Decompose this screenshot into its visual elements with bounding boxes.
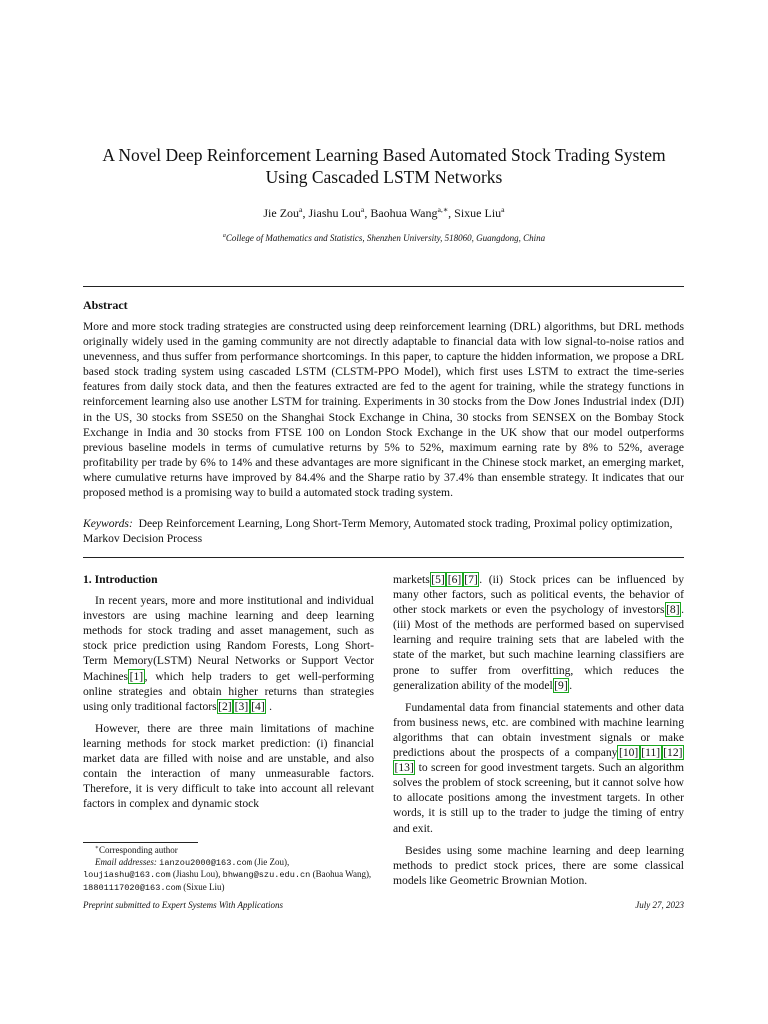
citation-link[interactable]: [3] — [234, 699, 249, 713]
intro-paragraph-1 — [83, 593, 374, 714]
paper-title — [60, 144, 708, 188]
keywords-text: Deep Reinforcement Learning, Long Short-Term Memory, Automated stock trading, Proximal policy optimization, Markov Decision Process — [83, 517, 673, 546]
text-run: . (ii) Stock prices can be influenced by many other factors, such as political events, the behavior of other stock markets or even the psychology of investors — [393, 573, 684, 617]
email-owner: (Jie Zou), — [252, 856, 290, 867]
footnote-star: ∗ — [95, 845, 99, 851]
text-run: , which help traders to get well-performing online strategies and obtain higher returns than strategies using only traditional factors — [83, 669, 374, 713]
email-link[interactable]: bhwang@szu.edu.cn — [222, 870, 311, 880]
footnote-rule — [83, 842, 198, 843]
email-owner: (Jiashu Lou), — [170, 869, 221, 879]
keywords — [83, 516, 684, 546]
affiliation — [0, 232, 768, 244]
citation-link[interactable]: [5] — [431, 573, 445, 586]
footnote-corresponding — [83, 845, 374, 857]
text-run: . — [266, 699, 273, 713]
title-line-2: Using Cascaded LSTM Networks — [265, 167, 503, 187]
email-link[interactable]: ianzou2000@163.com — [159, 857, 252, 868]
author-name: Sixue Liu — [454, 206, 502, 220]
email-owner: (Sixue Liu) — [181, 881, 225, 892]
text-run: to screen for good investment targets. Such an algorithm solves the problem of stock screening, but it cannot solve how to allocate positions among the investment targets. In other words, it is still up to the trader to judge the timing of entry and exit. — [393, 761, 684, 835]
author-sup: a — [360, 205, 365, 214]
intro-paragraph-4 — [393, 700, 684, 836]
text-run: Fundamental data from financial statements and other data from business news, etc. are combined with machine learning algorithms that can obtain investment signals or make predictions about the prospects of a company — [393, 700, 684, 760]
right-column — [393, 572, 684, 895]
affiliation-text: College of Mathematics and Statistics, Shenzhen University, 518060, Guangdong, China — [225, 233, 546, 243]
email-link[interactable]: loujiashu@163.com — [83, 870, 171, 880]
citation-link[interactable]: [1] — [129, 669, 144, 683]
intro-paragraph-5: Besides using some machine learning and deep learning methods to predict stock prices, there are some classical models like Geometric Brownian Motion. — [393, 843, 684, 887]
intro-paragraph-2: However, there are three main limitations of machine learning methods for stock market prediction: (i) financial market data are filled with noise and are unstable, and also contain the interaction of many unmeasurable factors. Therefore, it is very difficult to take into account all relevant factors in complex and dynamic stock — [83, 721, 374, 811]
author-name: Baohua Wang — [370, 206, 438, 220]
email-owner: (Baohua Wang), — [310, 869, 372, 879]
text-run: . — [569, 678, 573, 692]
citation-link[interactable]: [4] — [251, 699, 265, 713]
abstract-body: More and more stock trading strategies are constructed using deep reinforcement learning (DRL) algorithms, but DRL methods originally widely used in the gaming community are not directly adaptable to financial data with low signal-to-noise ratios and unevenness, and thus suffer from performance shortcomings. In this paper, to capture the hidden information, we propose a DRL based stock trading system using cascaded LSTM (CLSTM-PPO Model), which first uses LSTM to extract the time-series features from daily stock data, and then the features extracted are fed to the agent for training, while the strategy functions in reinforcement learning also use another LSTM for training. Experiments in 30 stocks from the Dow Jones Industrial index (DJI) in the US, 30 stocks from SSE50 on the Shanghai Stock Exchange in China, 30 stocks from SENSEX on the Bombay Stock Exchange in India and 30 stocks from FTSE 100 on London Stock Exchange in the UK show that our model outperforms previous baseline models in terms of cumulative returns by 5% to 52%, maximum earning rate by 8% to 52%, average profitability per trade by 6% to 14% and these advantages are more significant in the Chinese stock market, an emerging market, where cumulative returns have improved by 84.4% and the Sharpe ratio by 37.4% than ensemble strategy. It indicates that our proposed method is a promising way to build a automated stock trading system. — [83, 320, 684, 500]
keywords-label: Keywords: — [83, 517, 133, 530]
footnote-emails — [83, 857, 374, 870]
preprint-note: Preprint submitted to Expert Systems With Applications — [83, 900, 283, 910]
citation-link[interactable]: [7] — [464, 573, 478, 586]
citation-link[interactable]: [9] — [554, 678, 568, 692]
affiliation-sup: a — [222, 233, 226, 239]
top-rule — [83, 286, 684, 287]
email-label: Email addresses: — [95, 856, 157, 867]
citation-link[interactable]: [2] — [218, 699, 232, 713]
citation-link[interactable]: [13] — [394, 761, 414, 775]
author-name: Jie Zou — [263, 206, 300, 220]
citation-link[interactable]: [6] — [447, 573, 462, 586]
text-run: In recent years, more and more institutional and individual investors are using machine learning and deep learning methods for stock trading and asset management, such as stock price prediction using Random Forests, Long Short-Term Memory(LSTM) Neural Networks or Support Vector Machines — [83, 594, 374, 683]
author-name: Jiashu Lou — [308, 206, 361, 220]
left-column — [83, 572, 374, 818]
footnote-text: Corresponding author — [98, 845, 178, 855]
citation-link[interactable]: [11] — [641, 746, 661, 760]
preprint-date: July 27, 2023 — [635, 900, 684, 910]
abstract-heading: Abstract — [83, 298, 128, 312]
footnotes — [83, 845, 374, 894]
author-sup: a,∗ — [437, 205, 449, 214]
author-sup: a — [501, 205, 505, 214]
author-sup: a — [299, 205, 303, 214]
text-run: . (iii) Most of the methods are performed based on supervised learning and require training sets that are labeled with the state of the market, but such machine learning classifiers are prone to suffer from overfitting, which reduces the generalization ability of the model — [393, 603, 684, 692]
footnote-emails-cont — [83, 869, 374, 894]
text-run: markets — [393, 573, 430, 586]
title-line-1: A Novel Deep Reinforcement Learning Based Automated Stock Trading System — [102, 145, 666, 165]
citation-link[interactable]: [8] — [666, 603, 680, 617]
email-link[interactable]: 18801117020@163.com — [83, 882, 181, 893]
citation-link[interactable]: [12] — [663, 746, 683, 760]
section-heading: 1. Introduction — [83, 573, 158, 586]
citation-link[interactable]: [10] — [618, 746, 639, 760]
intro-paragraph-3 — [393, 572, 684, 693]
bottom-rule — [83, 557, 684, 558]
author-list: Jie Zou$^a$, Jiashu Lou$^a$, Baohua Wang$^{a,∗}$, Sixue Liu$^a$ — [263, 205, 505, 220]
